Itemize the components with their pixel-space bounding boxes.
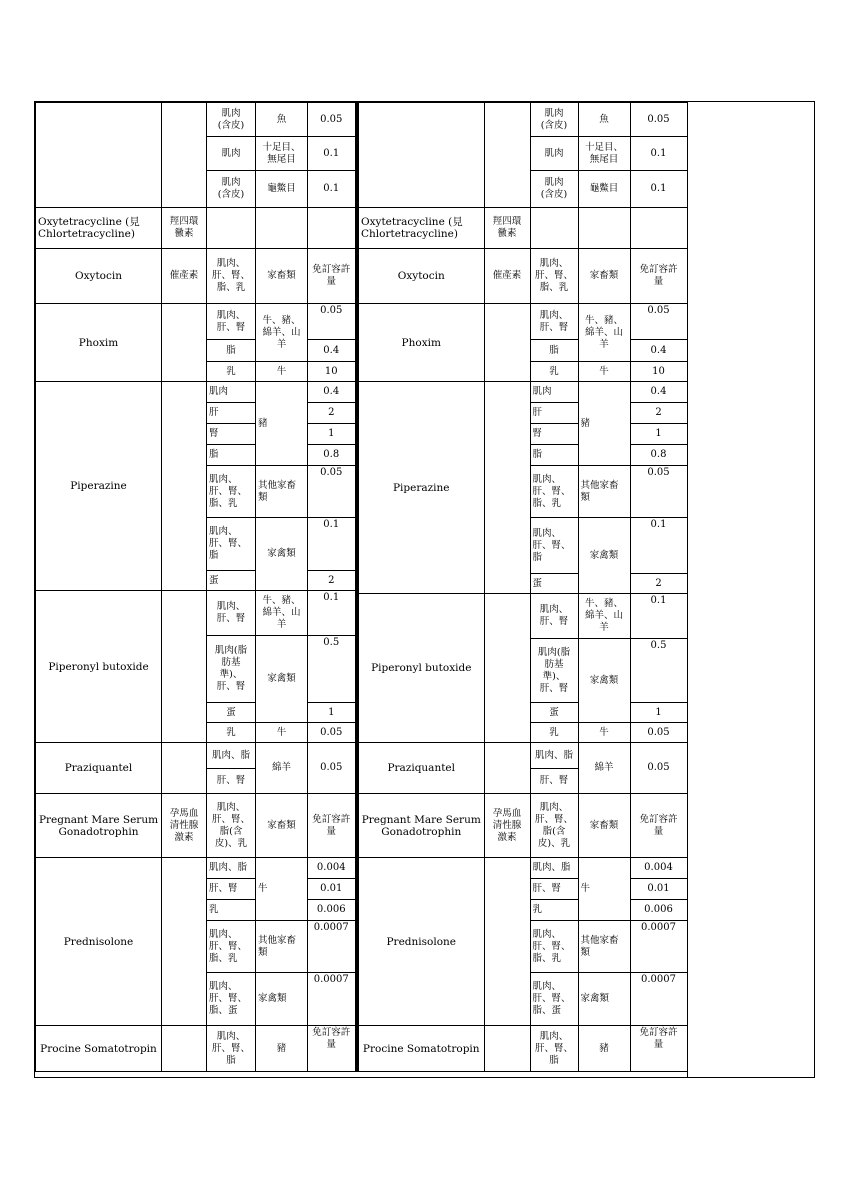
tissue-cell: 腎	[530, 424, 578, 445]
chinese-name: 催產素	[484, 249, 530, 304]
limit-cell: 0.05	[630, 723, 687, 743]
chinese-name-cell	[484, 304, 530, 382]
chinese-name-cell	[484, 1026, 530, 1072]
tissue-cell: 肌肉	[207, 137, 256, 171]
chinese-name-cell	[484, 743, 530, 794]
species-cell: 其他家畜 類	[578, 466, 630, 518]
species-cell: 牛	[578, 858, 630, 921]
limit-cell: 0.1	[630, 594, 687, 639]
drug-name: Prednisolone	[36, 858, 162, 1026]
table-row	[358, 594, 687, 639]
drug-name: Praziquantel	[36, 743, 162, 794]
species-cell: 豬	[578, 382, 630, 466]
chinese-name-cell	[162, 304, 207, 382]
limit-cell: 0.4	[630, 382, 687, 403]
tissue-cell: 肌肉、 肝、腎	[207, 304, 256, 340]
tissue-cell: 脂	[530, 445, 578, 466]
limit-cell: 0.1	[308, 171, 356, 208]
tissue-cell: 脂	[207, 445, 256, 466]
limit-cell: 0.0007	[308, 973, 356, 1026]
limit-cell: 免訂容許 量	[308, 249, 356, 304]
species-cell: 牛	[578, 362, 630, 382]
limit-cell: 0.0007	[308, 921, 356, 973]
limit-cell	[308, 208, 356, 249]
species-cell: 其他家畜 類	[256, 921, 308, 973]
limit-cell: 0.4	[308, 340, 356, 362]
limit-cell: 0.4	[308, 382, 356, 403]
limit-cell: 0.05	[308, 304, 356, 340]
species-cell: 家畜類	[256, 794, 308, 858]
chinese-name-cell	[484, 103, 530, 208]
species-cell: 家畜類	[256, 249, 308, 304]
table-row	[36, 794, 356, 858]
tissue-cell: 肌肉	[530, 137, 578, 171]
table-row	[358, 1026, 687, 1072]
limit-cell: 0.05	[308, 723, 356, 743]
table-row	[36, 591, 356, 636]
tissue-cell: 乳	[530, 900, 578, 921]
drug-name: Procine Somatotropin	[358, 1026, 484, 1072]
table-row	[358, 208, 687, 249]
species-cell: 魚	[578, 103, 630, 137]
limit-cell: 0.5	[630, 639, 687, 703]
table-row	[358, 249, 687, 304]
tissue-cell: 乳	[207, 723, 256, 743]
species-cell: 豬	[256, 1026, 308, 1072]
limit-cell: 1	[308, 424, 356, 445]
drug-name: Piperonyl butoxide	[358, 594, 484, 743]
drug-name	[36, 208, 162, 249]
species-cell: 牛、豬、 綿羊、山 羊	[256, 591, 308, 636]
species-cell: 家禽類	[578, 518, 630, 594]
drug-name: Piperonyl butoxide	[36, 591, 162, 743]
limit-cell: 0.0007	[630, 921, 687, 973]
species-cell: 龜鱉目	[578, 171, 630, 208]
chinese-name-cell	[484, 858, 530, 1026]
tissue-cell: 肌肉 (含皮)	[530, 103, 578, 137]
limit-cell: 0.004	[630, 858, 687, 879]
tissue-cell: 肌肉、 肝、腎、 脂、蛋	[207, 973, 256, 1026]
species-cell: 牛、豬、 綿羊、山 羊	[256, 304, 308, 362]
tissue-cell: 乳	[207, 900, 256, 921]
species-cell	[256, 208, 308, 249]
tissue-cell: 肌肉、 肝、腎、 脂、乳	[207, 466, 256, 518]
table-row	[358, 382, 687, 403]
species-cell: 家畜類	[578, 249, 630, 304]
tissue-cell: 肌肉、 肝、腎	[207, 591, 256, 636]
drug-name: Pregnant Mare Serum Gonadotrophin	[358, 794, 484, 858]
drug-cell	[36, 103, 162, 208]
species-cell: 家禽類	[578, 973, 630, 1026]
limit-cell: 1	[308, 703, 356, 723]
limit-cell: 1	[630, 703, 687, 723]
residue-table-left	[35, 102, 357, 1072]
species-cell: 牛	[578, 723, 630, 743]
tissue-cell: 肌肉、 肝、腎、 脂(含 皮)、乳	[207, 794, 256, 858]
chinese-name: 羥四環 黴素	[162, 208, 207, 249]
tissue-cell: 脂	[207, 340, 256, 362]
limit-cell: 10	[630, 362, 687, 382]
tissue-cell: 肌肉、 肝、腎、 脂	[530, 1026, 578, 1072]
tissue-cell: 肌肉、脂	[207, 743, 256, 769]
limit-cell: 0.05	[630, 466, 687, 518]
tissue-cell: 蛋	[530, 703, 578, 723]
drug-name: Oxytocin	[358, 249, 484, 304]
species-cell: 綿羊	[256, 743, 308, 794]
tissue-cell: 肌肉、脂	[207, 858, 256, 879]
table-row	[358, 858, 687, 879]
limit-cell	[630, 208, 687, 249]
table-row	[36, 858, 356, 879]
tissue-cell: 肌肉 (含皮)	[530, 171, 578, 208]
limit-cell: 0.1	[308, 518, 356, 571]
chinese-name-cell	[162, 591, 207, 743]
tissue-cell: 肌肉、 肝、腎、 脂、乳	[207, 921, 256, 973]
species-cell: 其他家畜 類	[256, 466, 308, 518]
tissue-cell: 蛋	[207, 571, 256, 591]
limit-cell: 2	[308, 403, 356, 424]
chinese-name: 羥四環 黴素	[484, 208, 530, 249]
table-row	[36, 249, 356, 304]
tissue-cell: 肝	[530, 403, 578, 424]
tissue-cell: 肝、腎	[207, 769, 256, 794]
table-row	[358, 743, 687, 769]
limit-cell: 0.0007	[630, 973, 687, 1026]
table-row	[36, 743, 356, 769]
drug-name	[358, 208, 484, 249]
tissue-cell: 肌肉、 肝、腎	[530, 594, 578, 639]
limit-cell: 0.006	[308, 900, 356, 921]
chinese-name: 孕馬血 清性腺 激素	[484, 794, 530, 858]
table-row	[36, 1026, 356, 1072]
species-cell: 家畜類	[578, 794, 630, 858]
limit-cell: 1	[630, 424, 687, 445]
drug-name: Praziquantel	[358, 743, 484, 794]
tissue-cell: 肝、腎	[530, 879, 578, 900]
tissue-cell: 肌肉、 肝、腎、 脂、乳	[530, 249, 578, 304]
tissue-cell: 肌肉(脂 肪基 準)、 肝、腎	[207, 636, 256, 703]
species-cell: 魚	[256, 103, 308, 137]
tissue-cell: 肌肉、 肝、腎、 脂、蛋	[530, 973, 578, 1026]
limit-cell: 0.1	[630, 171, 687, 208]
species-cell: 綿羊	[578, 743, 630, 794]
tissue-cell: 肌肉 (含皮)	[207, 171, 256, 208]
drug-cell	[358, 103, 484, 208]
chinese-name-cell	[162, 743, 207, 794]
tissue-cell	[207, 208, 256, 249]
limit-cell: 0.05	[308, 466, 356, 518]
species-cell: 家禽類	[256, 636, 308, 723]
tissue-cell: 肌肉(脂 肪基 準)、 肝、腎	[530, 639, 578, 703]
residue-table-right	[357, 102, 688, 1072]
chinese-name: 催產素	[162, 249, 207, 304]
drug-name: Procine Somatotropin	[36, 1026, 162, 1072]
limit-cell: 免訂容許 量	[630, 249, 687, 304]
species-cell: 龜鱉目	[256, 171, 308, 208]
table-row	[36, 382, 356, 403]
drug-name-part: Oxytetracycline (見 Chlortetracycline)	[38, 216, 140, 240]
tissue-cell: 肌肉	[207, 382, 256, 403]
species-cell	[578, 208, 630, 249]
species-cell: 牛	[256, 723, 308, 743]
limit-cell: 0.8	[630, 445, 687, 466]
chinese-name-cell	[484, 594, 530, 743]
tissue-cell	[530, 208, 578, 249]
tissue-cell: 肌肉、 肝、腎、 脂、乳	[207, 249, 256, 304]
limit-cell: 免訂容許 量	[630, 794, 687, 858]
species-cell: 家禽類	[578, 639, 630, 723]
species-cell: 牛、豬、 綿羊、山 羊	[578, 304, 630, 362]
species-cell: 家禽類	[256, 518, 308, 591]
chinese-name: 孕馬血 清性腺 激素	[162, 794, 207, 858]
chinese-name-cell	[162, 1026, 207, 1072]
tissue-cell: 肌肉、 肝、腎、 脂、乳	[530, 466, 578, 518]
table-row	[36, 103, 356, 137]
tissue-cell: 脂	[530, 340, 578, 362]
tissue-cell: 肌肉、脂	[530, 743, 578, 769]
chinese-name-cell	[162, 858, 207, 1026]
limit-cell: 免訂容許 量	[308, 794, 356, 858]
tissue-cell: 蛋	[207, 703, 256, 723]
drug-name: Piperazine	[358, 382, 484, 594]
tissue-cell: 腎	[207, 424, 256, 445]
chinese-name-cell	[162, 103, 207, 208]
limit-cell: 0.05	[630, 743, 687, 794]
limit-cell: 0.5	[308, 636, 356, 703]
limit-cell: 0.05	[308, 743, 356, 794]
drug-name: Phoxim	[358, 304, 484, 382]
limit-cell: 2	[308, 571, 356, 591]
limit-cell: 0.1	[308, 591, 356, 636]
species-cell: 其他家畜 類	[578, 921, 630, 973]
drug-name: Pregnant Mare Serum Gonadotrophin	[36, 794, 162, 858]
tissue-cell: 肌肉、 肝、腎、 脂	[207, 518, 256, 571]
limit-cell: 0.1	[308, 137, 356, 171]
table-row	[358, 794, 687, 858]
limit-cell: 0.006	[630, 900, 687, 921]
table-row	[36, 304, 356, 340]
table-row	[358, 304, 687, 340]
tissue-cell: 肌肉、脂	[530, 858, 578, 879]
species-cell: 十足目、 無尾目	[256, 137, 308, 171]
limit-cell: 免訂容許 量	[630, 1026, 687, 1072]
chinese-name-cell	[162, 382, 207, 591]
limit-cell: 0.05	[630, 103, 687, 137]
tissue-cell: 蛋	[530, 574, 578, 594]
tissue-cell: 肌肉、 肝、腎、 脂、乳	[530, 921, 578, 973]
table-row	[358, 103, 687, 137]
limit-cell: 0.01	[308, 879, 356, 900]
limit-cell: 0.05	[308, 103, 356, 137]
tissue-cell: 肌肉、 肝、腎、 脂(含 皮)、乳	[530, 794, 578, 858]
species-cell: 豬	[256, 382, 308, 466]
limit-cell: 2	[630, 574, 687, 594]
tissue-cell: 肝、腎	[207, 879, 256, 900]
species-cell: 家禽類	[256, 973, 308, 1026]
limit-cell: 2	[630, 403, 687, 424]
tissue-cell: 肌肉、 肝、腎、 脂	[207, 1026, 256, 1072]
species-cell: 牛	[256, 858, 308, 921]
species-cell: 豬	[578, 1026, 630, 1072]
drug-name: Oxytocin	[36, 249, 162, 304]
limit-cell: 10	[308, 362, 356, 382]
species-cell: 十足目、 無尾目	[578, 137, 630, 171]
drug-name: Piperazine	[36, 382, 162, 591]
limit-cell: 0.05	[630, 304, 687, 340]
limit-cell: 0.1	[630, 518, 687, 574]
tissue-cell: 乳	[207, 362, 256, 382]
drug-name: Phoxim	[36, 304, 162, 382]
drug-name-part: Oxytetracycline (見 Chlortetracycline)	[361, 216, 463, 240]
tissue-cell: 乳	[530, 362, 578, 382]
limit-cell: 0.01	[630, 879, 687, 900]
drug-name: Prednisolone	[358, 858, 484, 1026]
tissue-cell: 肌肉、 肝、腎、 脂	[530, 518, 578, 574]
limit-cell: 0.4	[630, 340, 687, 362]
tissue-cell: 肝、腎	[530, 769, 578, 794]
tissue-cell: 肝	[207, 403, 256, 424]
chinese-name-cell	[484, 382, 530, 594]
tissue-cell: 肌肉	[530, 382, 578, 403]
limit-cell: 免訂容許 量	[308, 1026, 356, 1072]
tissue-cell: 肌肉 (含皮)	[207, 103, 256, 137]
limit-cell: 0.004	[308, 858, 356, 879]
limit-cell: 0.1	[630, 137, 687, 171]
table-row	[36, 208, 356, 249]
tissue-cell: 乳	[530, 723, 578, 743]
species-cell: 牛	[256, 362, 308, 382]
tissue-cell: 肌肉、 肝、腎	[530, 304, 578, 340]
limit-cell: 0.8	[308, 445, 356, 466]
species-cell: 牛、豬、 綿羊、山 羊	[578, 594, 630, 639]
